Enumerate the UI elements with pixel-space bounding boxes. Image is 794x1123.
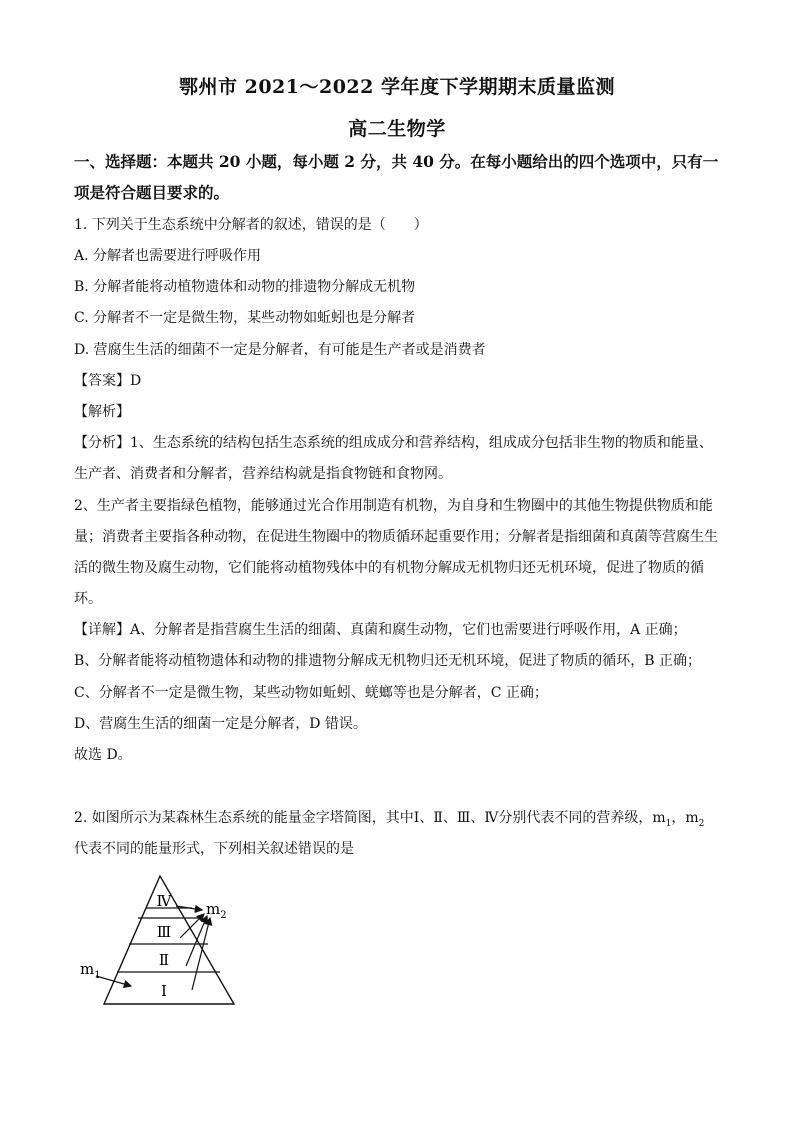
question-2-stem-line1	[74, 807, 704, 829]
question-1-analysis-label: 【解析】	[74, 404, 130, 420]
question-1-option-a: A. 分解者也需要进行呼吸作用	[74, 248, 262, 264]
analysis-line: 活的微生物及腐生动物，它们能将动植物残体中的有机物分解成无机物归还无机环境，促进了物质的循	[74, 560, 704, 576]
analysis-line: 故选 D。	[74, 747, 132, 763]
question-2-stem-text: 2. 如图所示为某森林生态系统的能量金字塔简图，其中Ⅰ、Ⅱ、Ⅲ、Ⅳ分别代表不同的营养级，m	[74, 810, 666, 826]
level-i-label: Ⅰ	[161, 982, 167, 1000]
m1-letter: m	[80, 960, 95, 978]
level-iv-label: Ⅳ	[156, 892, 172, 910]
question-1-option-b: B. 分解者能将动植物遗体和动物的排遗物分解成无机物	[74, 279, 416, 295]
section-instruction-line1: 一、选择题：本题共 20 小题，每小题 2 分，共 40 分。在每小题给出的四个选项中，只有一	[74, 152, 719, 171]
energy-pyramid-figure	[74, 866, 244, 1008]
page-title: 鄂州市 2021～2022 学年度下学期期末质量监测	[179, 76, 615, 98]
analysis-line: B、分解者能将动植物遗体和动物的排遗物分解成无机物归还无机环境，促进了物质的循环，B 正确；	[74, 653, 702, 669]
stem-separator: ，m	[671, 810, 699, 826]
question-1-answer: 【答案】D	[74, 373, 142, 389]
analysis-line: 环。	[74, 591, 102, 607]
question-1-option-c: C. 分解者不一定是微生物，某些动物如蚯蚓也是分解者	[74, 310, 416, 326]
analysis-line: 量；消费者主要指各种动物，在促进生物圈中的物质循环起重要作用；分解者是指细菌和真菌等营腐生生	[74, 529, 718, 545]
level-ii-label: Ⅱ	[158, 951, 170, 969]
question-2-stem-line2: 代表不同的能量形式，下列相关叙述错误的是	[74, 841, 354, 857]
m1-sub: 1	[94, 970, 101, 981]
analysis-line: C、分解者不一定是微生物，某些动物如蚯蚓、蜣螂等也是分解者，C 正确；	[74, 685, 548, 701]
m2-label	[206, 900, 227, 921]
section-instruction-line2: 项是符合题目要求的。	[74, 183, 230, 202]
analysis-line: 【分析】1、生态系统的结构包括生态系统的组成成分和营养结构，组成成分包括非生物的物质和能量、	[74, 435, 713, 451]
analysis-line: 2、生产者主要指绿色植物，能够通过光合作用制造有机物，为自身和生物圈中的其他生物提供物质和能	[74, 498, 713, 514]
m2-letter: m	[206, 900, 221, 918]
m2-subscript: 2	[698, 818, 705, 829]
level-iii-label: Ⅲ	[156, 923, 172, 941]
page-subtitle: 高二生物学	[348, 118, 446, 140]
analysis-line: 【详解】A、分解者是指营腐生生活的细菌、真菌和腐生动物，它们也需要进行呼吸作用，A 正确；	[74, 622, 687, 638]
analysis-line: D、营腐生生活的细菌一定是分解者，D 错误。	[74, 716, 367, 732]
question-1-option-d: D. 营腐生生活的细菌不一定是分解者，有可能是生产者或是消费者	[74, 342, 486, 358]
arrow-m1-to-i	[96, 976, 131, 986]
question-1-stem: 1. 下列关于生态系统中分解者的叙述，错误的是（ ）	[74, 217, 428, 233]
m1-label	[80, 960, 101, 981]
m1-subscript: 1	[665, 818, 672, 829]
analysis-line: 生产者、消费者和分解者，营养结构就是指食物链和食物网。	[74, 466, 452, 482]
m2-sub: 2	[220, 910, 227, 921]
